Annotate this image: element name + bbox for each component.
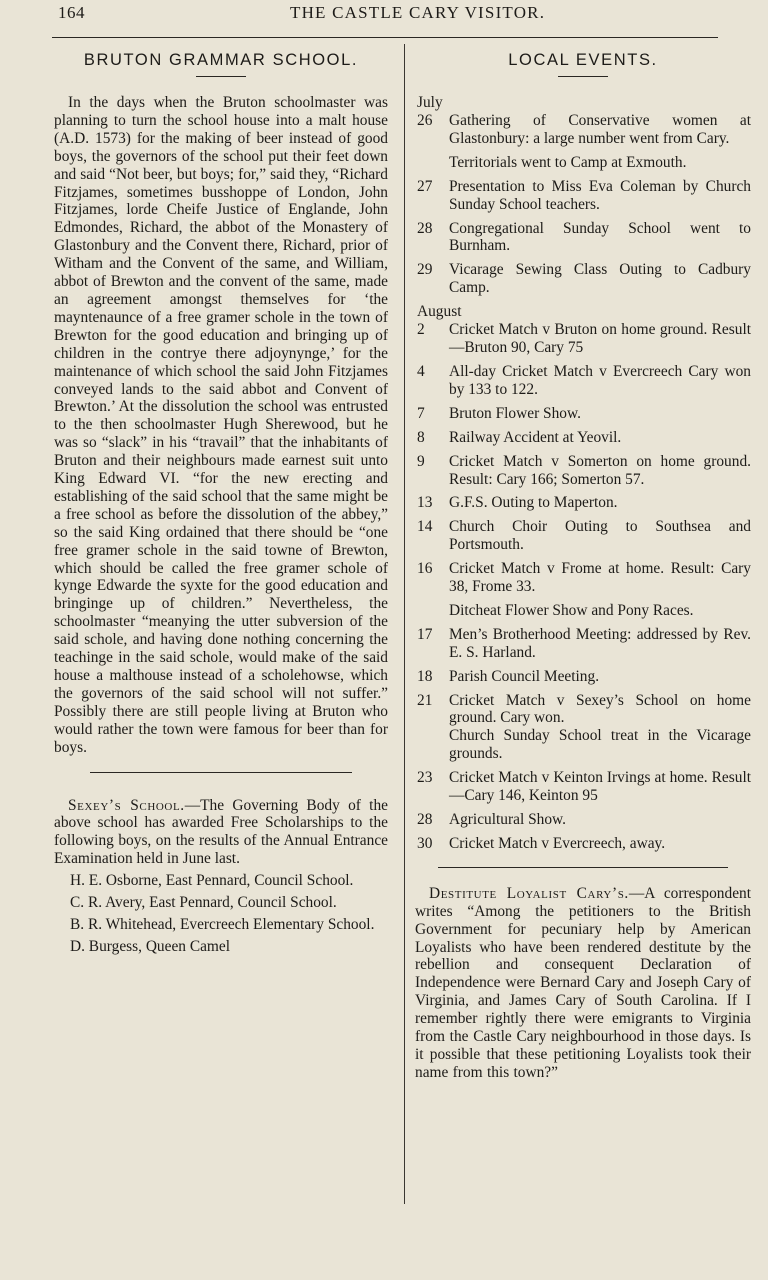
event-text: Agricultural Show. bbox=[449, 811, 566, 828]
event-entry bbox=[415, 560, 751, 620]
sexey-notice bbox=[54, 797, 388, 869]
event-extra-text: Church Sunday School treat in the Vicarage grounds. bbox=[449, 727, 751, 763]
destitute-loyalist-notice bbox=[415, 885, 751, 1082]
event-text: Cricket Match v Keinton Irvings at home. Result—Cary 146, Keinton 95 bbox=[449, 769, 751, 805]
event-day: 14 bbox=[417, 518, 433, 536]
event-text: Men’s Brotherhood Meeting: addressed by Rev. E. S. Harland. bbox=[449, 625, 751, 661]
event-text: Cricket Match v Evercreech, away. bbox=[449, 834, 666, 852]
event-day: 29 bbox=[417, 261, 433, 279]
column-divider bbox=[404, 44, 405, 1204]
right-separator-rule bbox=[438, 867, 728, 868]
event-day: 13 bbox=[417, 494, 433, 512]
page-header bbox=[0, 0, 768, 36]
event-day: 23 bbox=[417, 769, 433, 787]
event-text: Congregational Sunday School went to Burnham. bbox=[449, 219, 751, 255]
event-text: Cricket Match v Sexey’s School on home ground. Cary won. bbox=[449, 691, 751, 727]
event-text-block bbox=[449, 692, 751, 764]
event-entry bbox=[415, 518, 751, 554]
event-day: 18 bbox=[417, 667, 433, 685]
page-number: 164 bbox=[58, 3, 85, 22]
event-entry bbox=[415, 769, 751, 805]
left-separator-rule bbox=[90, 772, 352, 773]
event-day: 8 bbox=[417, 428, 425, 446]
left-column bbox=[54, 48, 388, 956]
event-extra-text: Ditcheat Flower Show and Pony Races. bbox=[449, 601, 694, 619]
event-entry bbox=[415, 429, 751, 447]
event-entry bbox=[415, 178, 751, 214]
event-text: Presentation to Miss Eva Coleman by Church Sunday School teachers. bbox=[449, 177, 751, 213]
sexey-heading: Sexey’s School. bbox=[68, 796, 185, 814]
event-day: 30 bbox=[417, 834, 433, 852]
event-day: 17 bbox=[417, 625, 433, 643]
event-day: 21 bbox=[417, 691, 433, 709]
event-text: All-day Cricket Match v Evercreech Cary won by 133 to 122. bbox=[449, 362, 751, 398]
month-label-july: July bbox=[417, 94, 443, 111]
events-list bbox=[415, 94, 751, 853]
event-day: 9 bbox=[417, 452, 425, 470]
event-day: 7 bbox=[417, 404, 425, 422]
event-day: 28 bbox=[417, 811, 433, 828]
event-day: 4 bbox=[417, 362, 425, 380]
right-column bbox=[415, 48, 751, 1082]
scholar-item: B. R. Whitehead, Evercreech Elementary School. bbox=[70, 915, 375, 933]
event-entry bbox=[415, 668, 751, 686]
event-entry bbox=[415, 261, 751, 297]
destitute-text: —A correspondent writes “Among the petitioners to the British Government for pecuniary help by American Loyalists who have been rendered destitute by the rebellion and consequent Declaration of Independence were Bernard Cary and Joseph Cary of Virginia, and James Cary of South Carolina. If I remember rightly there were emigrants to Virginia from the Castle Cary neighbourhood in those days. Is it possible that these petitioning Loyalists took their name from this town?” bbox=[415, 884, 752, 1081]
header-rule bbox=[52, 37, 718, 38]
event-text: Vicarage Sewing Class Outing to Cadbury Camp. bbox=[449, 261, 751, 297]
bruton-article-body: In the days when the Bruton schoolmaster was planning to turn the school house into a malt house (A.D. 1573) for the making of beer instead of good boys, the governors of the school put their feet down and said “Not beer, but boys; for,” said they, “Richard Fitzjames, sometimes busshoppe of London, John Fitzjames, lorde Cheife Justice of Englande, John Edmondes, Richard, the abbot of the Monastery of Glastonbury and the Convent there, Richard, prior of Witham and the Convent of the same, and William, abbot of Brewton and the convent of the same, made an agreement amongst themselves for ‘the mayntenaunce of a free gramer schole in the town of Brewton for the good education and bringing up of children in the contrye there adjoynynge,’ for the maintenance of which school the said John Fitzjames conveyed lands to the said abbot and Convent of Brewton.’ At the dissolution the school was entrusted to the then schoolmaster Hugh Sherewood, but he was so “slack” in his “travail” that the inhabitants of Bruton and their neighbours made earnest suit unto King Edward VI. “for the new erecting and establishing of the said school that the same might be a free school as before the dissolution of the abbey,” so the said King ordained that there should be “one free gramer schole in the said towne of Brewton, which should be called the free gramer schole of kynge Edwarde the syxte for the good education and bringinge up of children.” Nevertheless, the schoolmaster “meanying the utter subversion of the said schole, and having done nothing concerning the teachinge in the said schole, would make of the said house a malthouse instead of a scholehowse, which the governors of the said school will not suffer.” Possibly there are still people living at Bruton who would rather the town were famous for beer than for boys. bbox=[54, 94, 388, 756]
event-entry bbox=[415, 835, 751, 853]
event-entry bbox=[415, 692, 751, 764]
event-entry bbox=[415, 220, 751, 256]
local-events-title: LOCAL EVENTS. bbox=[508, 51, 658, 69]
event-day: 16 bbox=[417, 560, 433, 578]
event-entry bbox=[415, 626, 751, 662]
scholar-item: C. R. Avery, East Pennard, Council School. bbox=[70, 894, 337, 912]
bruton-section-title: BRUTON GRAMMAR SCHOOL. bbox=[83, 51, 359, 69]
scholarship-list bbox=[54, 872, 388, 956]
event-entry bbox=[415, 405, 751, 423]
event-day: 28 bbox=[417, 219, 433, 237]
event-text: Cricket Match v Bruton on home ground. Result—Bruton 90, Cary 75 bbox=[449, 321, 751, 357]
bruton-title-rule bbox=[196, 76, 246, 77]
event-entry bbox=[415, 321, 751, 357]
event-text: Cricket Match v Somerton on home ground. Result: Cary 166; Somerton 57. bbox=[449, 452, 751, 488]
event-text-block bbox=[449, 112, 751, 172]
event-text: Gathering of Conservative women at Glastonbury: a large number went from Cary. bbox=[449, 112, 751, 147]
event-entry bbox=[415, 453, 751, 489]
event-text: Bruton Flower Show. bbox=[449, 404, 581, 422]
event-text-block bbox=[449, 560, 751, 620]
event-entry bbox=[415, 494, 751, 512]
scholar-item: D. Burgess, Queen Camel bbox=[70, 937, 231, 955]
destitute-heading: Destitute Loyalist Cary’s. bbox=[429, 884, 629, 902]
scholar-item: H. E. Osborne, East Pennard, Council School. bbox=[70, 872, 354, 890]
event-text: G.F.S. Outing to Maperton. bbox=[449, 494, 618, 512]
event-entry bbox=[415, 811, 751, 829]
event-day: 2 bbox=[417, 321, 425, 339]
event-entry bbox=[415, 363, 751, 399]
event-day: 27 bbox=[417, 177, 433, 195]
month-label-august: August bbox=[417, 303, 462, 321]
event-day: 26 bbox=[417, 112, 433, 129]
event-extra-text: Territorials went to Camp at Exmouth. bbox=[449, 153, 687, 171]
event-text: Railway Accident at Yeovil. bbox=[449, 428, 622, 446]
event-text: Parish Council Meeting. bbox=[449, 667, 600, 685]
sexey-text: —The Governing Body of the above school has awarded Free Scholarships to the following boys, on the results of the Annual Entrance Examination held in June last. bbox=[54, 796, 388, 868]
events-title-rule bbox=[558, 76, 608, 77]
publication-title: THE CASTLE CARY VISITOR. bbox=[290, 3, 546, 22]
event-text: Cricket Match v Frome at home. Result: Cary 38, Frome 33. bbox=[449, 560, 751, 596]
event-entry bbox=[415, 112, 751, 172]
event-text: Church Choir Outing to Southsea and Portsmouth. bbox=[449, 518, 751, 554]
